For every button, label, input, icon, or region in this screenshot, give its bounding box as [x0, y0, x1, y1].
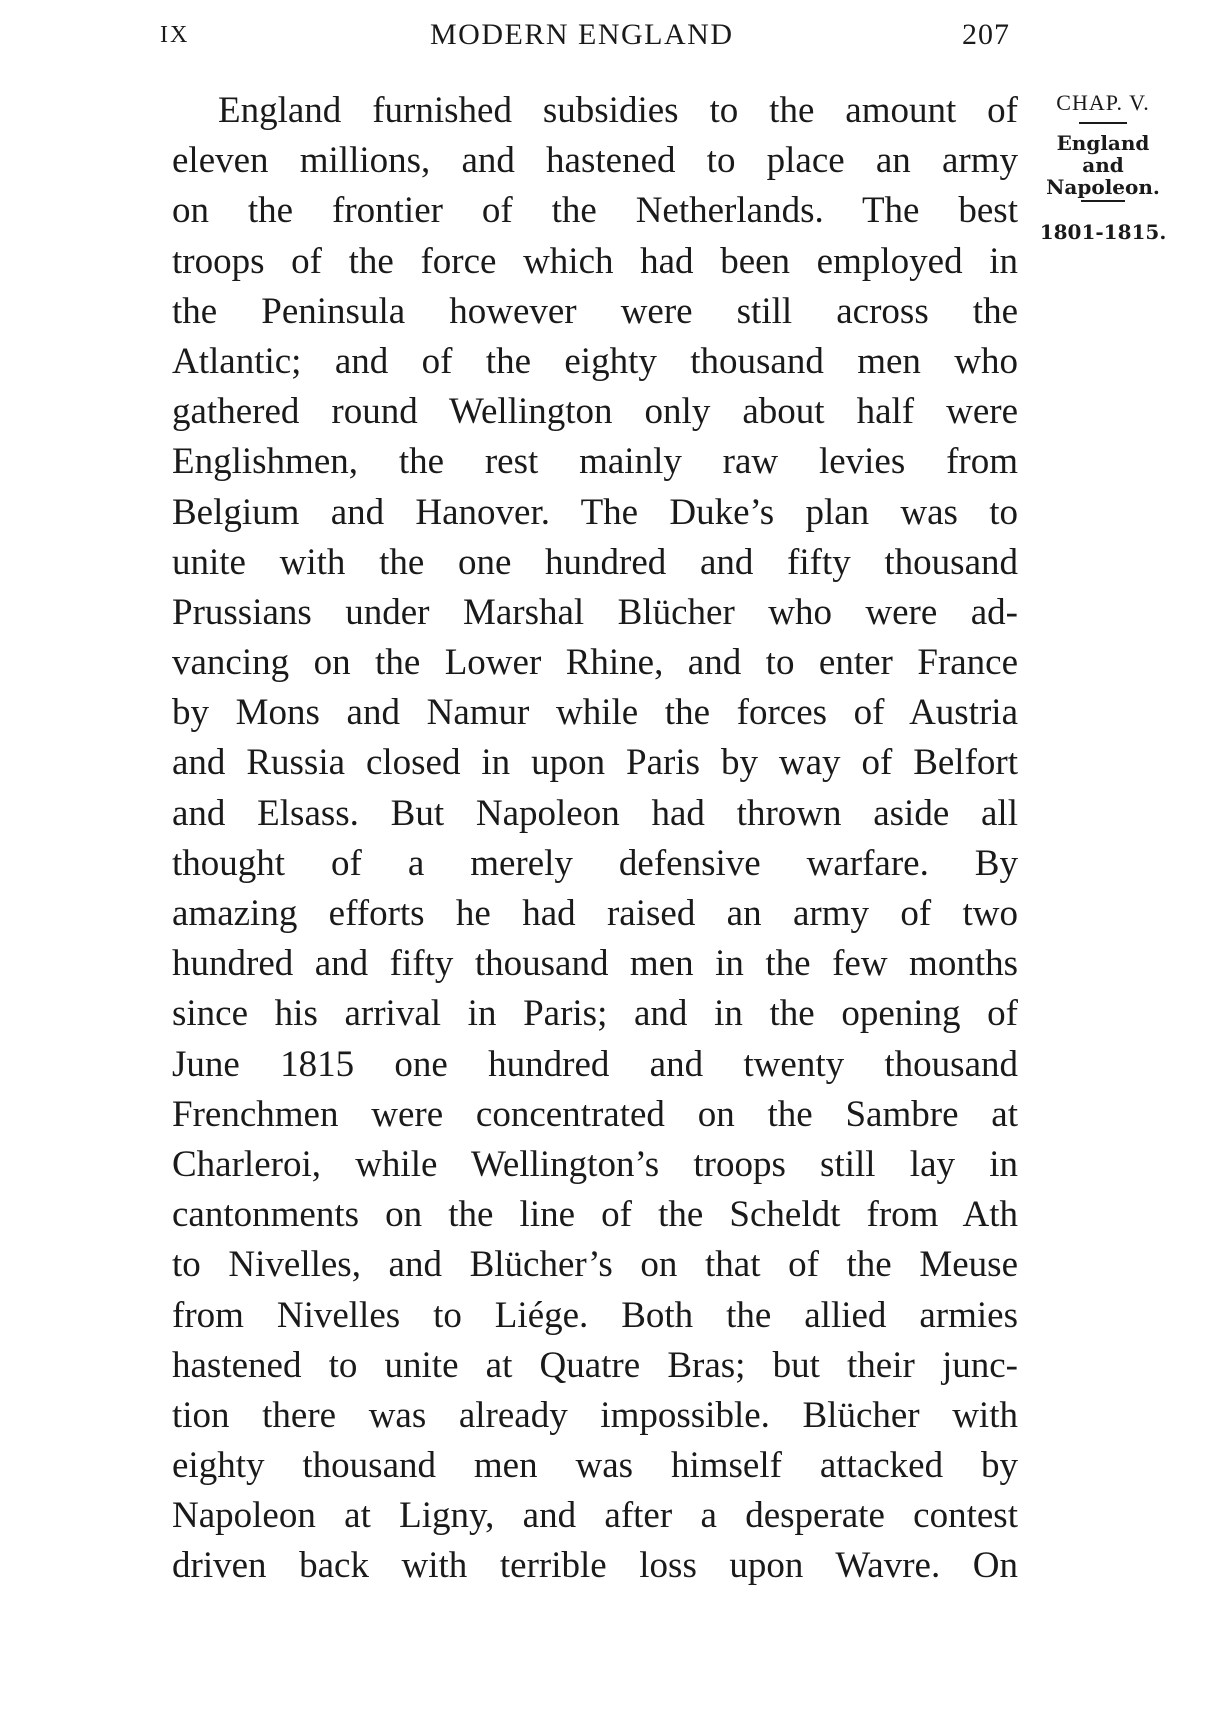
- text-line: hastened to unite at Quatre Bras; but their junc-: [172, 1344, 1018, 1386]
- text-line: Prussians under Marshal Blücher who were ad-: [172, 591, 1018, 633]
- text-line: thought of a merely defensive warfare. By: [172, 842, 1018, 884]
- text-line: the Peninsula however were still across the: [172, 290, 1018, 332]
- text-line: eighty thousand men was himself attacked by: [172, 1445, 1018, 1487]
- header-chapter-numeral: IX: [160, 22, 190, 48]
- header-book-title: MODERN ENGLAND: [430, 18, 734, 51]
- running-header: [160, 18, 1010, 58]
- text-line: and Russia closed in upon Paris by way of Belfort: [172, 742, 1018, 784]
- text-line: gathered round Wellington only about half were: [172, 391, 1018, 433]
- body-text: [172, 86, 1018, 1592]
- margin-rule: [1081, 200, 1125, 202]
- text-line: on the frontier of the Netherlands. The best: [172, 190, 1018, 232]
- margin-note: [1038, 90, 1168, 244]
- text-line: and Elsass. But Napoleon had thrown aside all: [172, 792, 1018, 834]
- text-line: cantonments on the line of the Scheldt from Ath: [172, 1194, 1018, 1236]
- text-line: Frenchmen were concentrated on the Sambre at: [172, 1093, 1018, 1135]
- text-line: Charleroi, while Wellington’s troops still lay in: [172, 1143, 1018, 1185]
- page-number: 207: [962, 18, 1010, 51]
- margin-topic-line: Napoleon.: [1046, 175, 1160, 199]
- text-line: amazing efforts he had raised an army of two: [172, 893, 1018, 934]
- text-line: vancing on the Lower Rhine, and to enter France: [172, 642, 1018, 684]
- text-line: tion there was already impossible. Blücher with: [172, 1394, 1018, 1436]
- margin-topic-line: England: [1056, 131, 1150, 155]
- text-line: from Nivelles to Liége. Both the allied armies: [172, 1294, 1018, 1336]
- text-line: June 1815 one hundred and twenty thousand: [172, 1043, 1018, 1085]
- text-line: to Nivelles, and Blücher’s on that of the Meuse: [172, 1244, 1018, 1286]
- margin-topic-line: and: [1082, 153, 1124, 177]
- margin-dates: 1801-1815.: [1039, 220, 1167, 244]
- text-line: Belgium and Hanover. The Duke’s plan was to: [172, 491, 1018, 533]
- text-line: troops of the force which had been employed in: [172, 240, 1018, 282]
- text-line: Napoleon at Ligny, and after a desperate contest: [172, 1495, 1018, 1537]
- text-line: Atlantic; and of the eighty thousand men who: [172, 340, 1018, 382]
- text-line: since his arrival in Paris; and in the opening of: [172, 993, 1018, 1035]
- text-line: hundred and fifty thousand men in the few months: [172, 943, 1018, 985]
- text-line: Englishmen, the rest mainly raw levies from: [172, 441, 1018, 483]
- text-line: eleven millions, and hastened to place an army: [172, 140, 1018, 182]
- margin-chapter-label: CHAP. V.: [1056, 90, 1150, 115]
- text-line: driven back with terrible loss upon Wavre. On: [172, 1545, 1018, 1587]
- text-line: unite with the one hundred and fifty thousand: [172, 541, 1018, 583]
- text-line: England furnished subsidies to the amount of: [218, 90, 1018, 131]
- margin-rule: [1079, 122, 1127, 124]
- text-line: by Mons and Namur while the forces of Austria: [172, 692, 1018, 734]
